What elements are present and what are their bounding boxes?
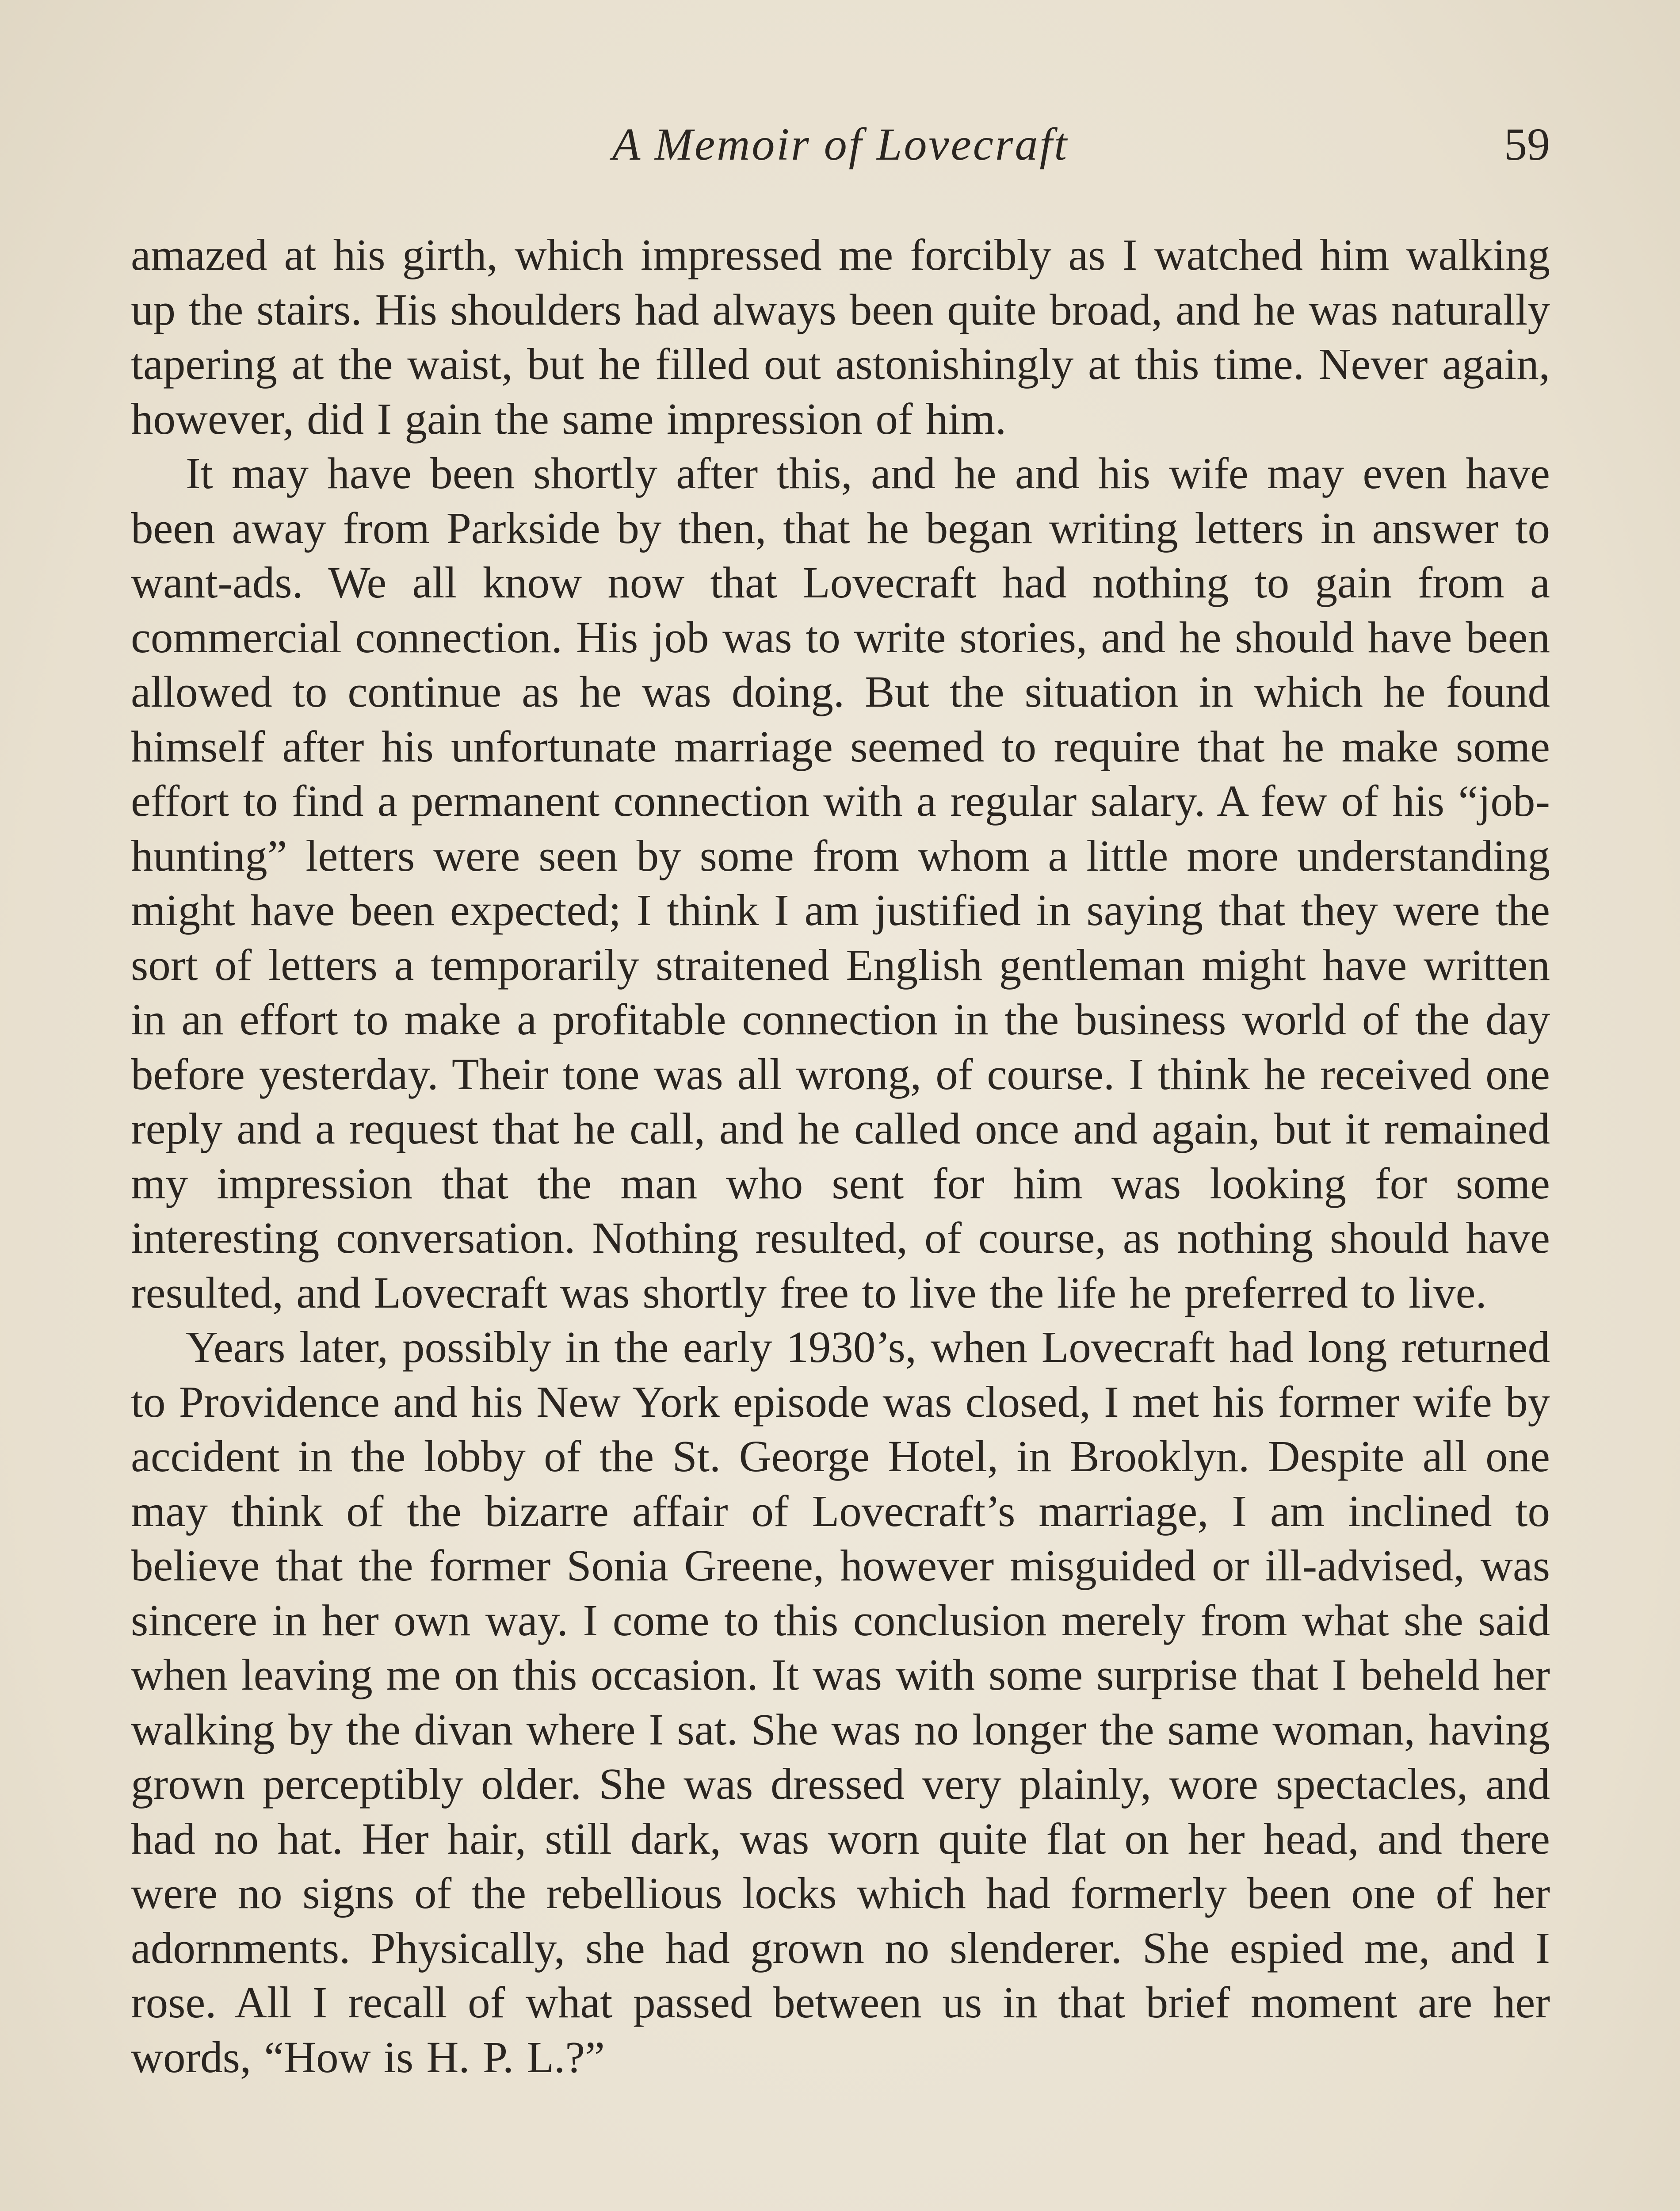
paragraph-1: amazed at his girth, which impressed me forcibly as I watched him walking up the stairs. His shoulders had always been quite broad, and he was naturally tapering at the waist, but he filled out astonishingly at this time. Never again, however, did I gain the same impression of him. xyxy=(131,230,1550,444)
running-title: A Memoir of Lovecraft xyxy=(612,119,1069,170)
body-text xyxy=(131,228,1550,2085)
running-head xyxy=(131,116,1550,173)
paragraph-2: It may have been shortly after this, and he and his wife may even have been away from Parkside by then, that he began writing letters in answer to want-ads. We all know now that Lovecraft had nothing to gain from a commercial connection. His job was to write stories, and he should have been allowed to continue as he was doing. But the situation in which he found himself after his unfortunate marriage seemed to require that he make some effort to find a permanent connection with a regular salary. A few of his “job-hunting” letters were seen by some from whom a little more understanding might have been expected; I think I am justified in saying that they were the sort of letters a temporarily straitened English gentleman might have written in an effort to make a profitable connection in the business world of the day before yesterday. Their tone was all wrong, of course. I think he received one reply and a request that he call, and he called once and again, but it remained my impression that the man who sent for him was looking for some interesting conversation. Nothing resulted, of course, as nothing should have resulted, and Lovecraft was shortly free to live the life he preferred to live. xyxy=(131,448,1550,1317)
page-number: 59 xyxy=(1504,119,1550,170)
paragraph-3: Years later, possibly in the early 1930’s, when Lovecraft had long returned to Providence and his New York episode was closed, I met his former wife by accident in the lobby of the St. George Hotel, in Brooklyn. Despite all one may think of the bizarre affair of Lovecraft’s marriage, I am inclined to believe that the former Sonia Greene, however misguided or ill-advised, was sincere in her own way. I come to this conclusion merely from what she said when leaving me on this occasion. It was with some surprise that I beheld her walking by the divan where I sat. She was no longer the same woman, having grown perceptibly older. She was dressed very plainly, wore spectacles, and had no hat. Her hair, still dark, was worn quite flat on her head, and there were no signs of the rebellious locks which had formerly been one of her adornments. Physically, she had grown no slenderer. She espied me, and I rose. All I recall of what passed between us in that brief moment are her words, “How is H. P. L.?” xyxy=(131,1322,1550,2082)
